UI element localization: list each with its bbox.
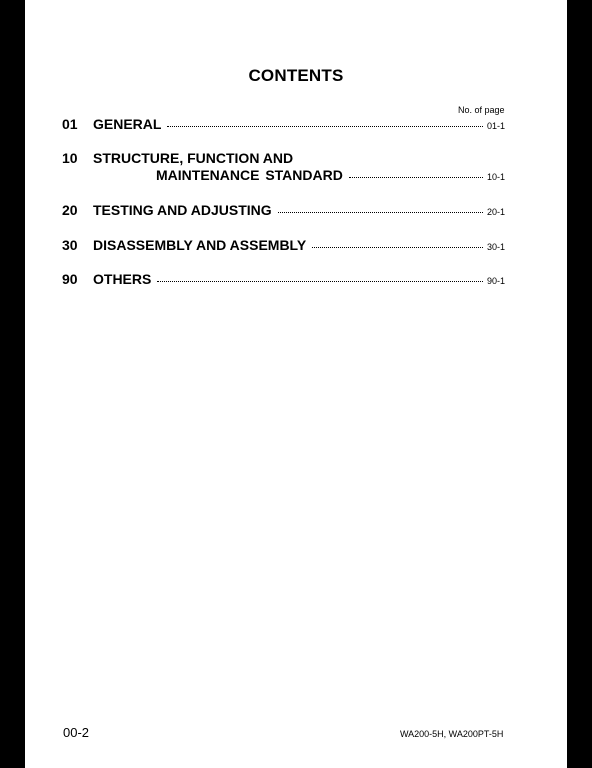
dot-leader [312, 247, 483, 248]
toc-entry-number: 01 [62, 116, 78, 132]
toc-entry-page: 90-1 [486, 276, 505, 286]
toc-entry-row [93, 271, 505, 289]
dot-leader [278, 212, 483, 213]
dot-leader [157, 281, 483, 282]
toc-entry-row [93, 237, 505, 255]
toc-entry-label: GENERAL [93, 116, 162, 132]
toc-entry-row [93, 202, 505, 220]
toc-entry-label: DISASSEMBLY AND ASSEMBLY [93, 237, 307, 253]
toc-entry-number: 90 [62, 271, 78, 287]
toc-entry-page: 01-1 [486, 121, 505, 131]
toc-entry-page: 10-1 [486, 172, 505, 182]
page-column-header: No. of page [458, 105, 505, 115]
toc-entry-label-line2: MAINTENANCE STANDARD [156, 167, 343, 183]
dot-leader [349, 177, 483, 178]
toc-entry-number: 10 [62, 150, 78, 166]
toc-entry-page: 20-1 [486, 207, 505, 217]
toc-entry-label-line1: STRUCTURE, FUNCTION AND [93, 150, 294, 166]
toc-entry-number: 20 [62, 202, 78, 218]
toc-entry-number: 30 [62, 237, 78, 253]
toc-entry-label: TESTING AND ADJUSTING [93, 202, 272, 218]
dot-leader [167, 126, 483, 127]
footer-model: WA200-5H, WA200PT-5H [400, 729, 504, 739]
page-title: CONTENTS [248, 66, 344, 85]
footer-page-number: 00-2 [63, 725, 90, 740]
toc-entry-page: 30-1 [486, 242, 505, 252]
toc-entry-row [93, 116, 505, 134]
document-page [25, 0, 567, 768]
toc-entry-label: OTHERS [93, 271, 152, 287]
toc-entry-row [156, 167, 505, 185]
